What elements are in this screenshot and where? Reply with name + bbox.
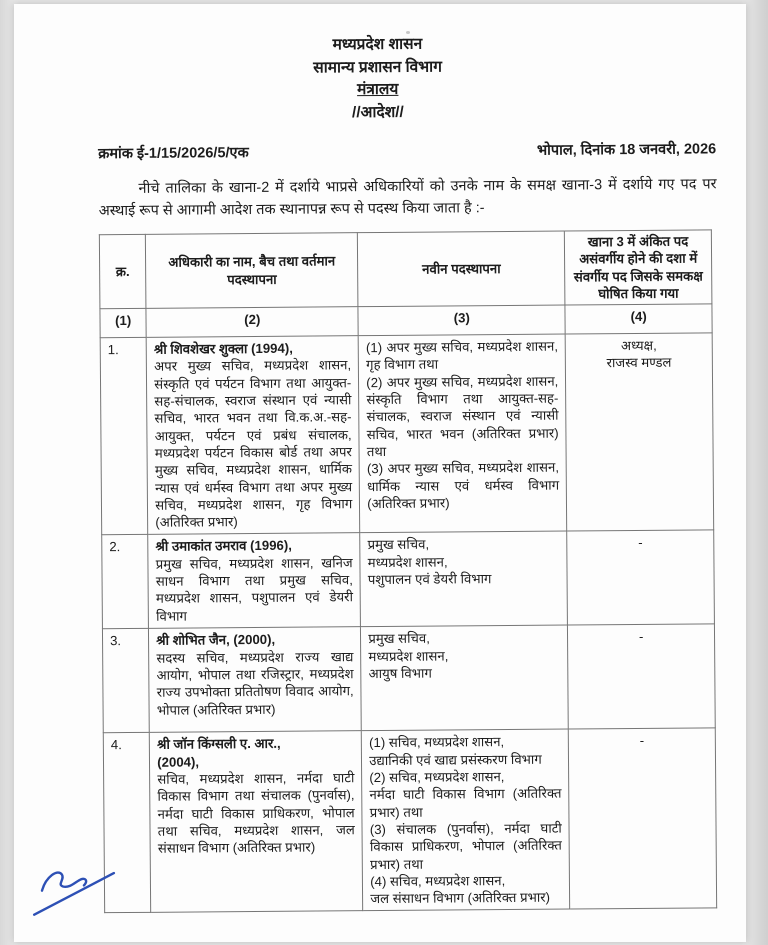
current-posting: सदस्य सचिव, मध्यप्रदेश राज्य खाद्य आयोग, भोपाल तथा रजिस्ट्रार, मध्यप्रदेश राज्य उपभोक्ता प्रतितोषण विवाद आयोग, भोपाल (अतिरिक्त प्रभार) [156, 648, 354, 718]
order-title: //आदेश// [351, 103, 404, 121]
officer-row-3 [102, 624, 715, 733]
signature-scribble [42, 872, 86, 890]
sno-cell: 3. [102, 629, 149, 733]
current-posting: प्रमुख सचिव, मध्यप्रदेश शासन, खनिज साधन विभाग तथा प्रमुख सचिव, मध्यप्रदेश शासन, पशुपालन एवं डेयरी विभाग [155, 554, 354, 624]
colnum-1: (1) [100, 309, 146, 338]
org-name-line: मध्यप्रदेश शासन [332, 35, 423, 54]
header-sno: क्र. [99, 234, 146, 309]
equivalent-post: अध्यक्ष, राजस्व मण्डल [565, 333, 713, 531]
officer-cell [149, 627, 362, 733]
header-new-posting: नवीन पदस्थापना [358, 231, 566, 307]
department-line: सामान्य प्रशासन विभाग [313, 58, 442, 77]
officer-cell [148, 533, 361, 629]
reference-row [98, 138, 716, 163]
equivalent-post: - [567, 530, 714, 625]
colnum-2: (2) [146, 307, 358, 338]
scanned-page [14, 4, 746, 942]
officer-row-2 [102, 530, 715, 629]
new-posting: प्रमुख सचिव, मध्यप्रदेश शासन, आयुष विभाग [361, 625, 569, 731]
officer-row-4 [103, 728, 716, 913]
reference-number: क्रमांक ई-1/15/2026/5/एक [98, 145, 249, 163]
sno-cell: 2. [102, 535, 149, 629]
officer-name: श्री शोभित जैन, (2000), [156, 632, 276, 649]
officer-name: श्री उमाकांत उमराव (1996), [155, 538, 292, 555]
intro-paragraph: नीचे तालिका के खाना-2 में दर्शाये भाप्रसे अधिकारियों को उनके नाम के समक्ष खाना-3 में दर्शाये गए पद पर अस्थाई रूप से आगामी आदेश तक स्थानापन्न रूप से पदस्थ किया जाता है :- [98, 176, 717, 220]
officer-row-1 [100, 333, 714, 535]
posting-table [99, 229, 717, 913]
equivalent-post: - [569, 728, 717, 909]
current-posting: सचिव, मध्यप्रदेश शासन, नर्मदा घाटी विकास विभाग तथा संचालक (पुनर्वास), नर्मदा घाटी विकास प्राधिकरण, भोपाल तथा सचिव, मध्यप्रदेश शासन, जल संसाधन विभाग (अतिरिक्त प्रभार) [157, 770, 355, 856]
colnum-3: (3) [358, 305, 565, 336]
ministry-line: मंत्रालय [356, 80, 399, 99]
sno-cell: 4. [103, 733, 151, 913]
document-header [11, 31, 744, 127]
signature-slash [34, 873, 114, 915]
header-officer-name: अधिकारी का नाम, बैच तथा वर्तमान पदस्थापना [146, 233, 359, 309]
current-posting: अपर मुख्य सचिव, मध्यप्रदेश शासन, संस्कृति एवं पर्यटन विभाग तथा आयुक्त-सह-संचालक, स्वराज संस्थान एवं न्यासी सचिव, भारत भवन तथा वि.क.अ.-सह-आयुक्त, पर्यटन एवं प्रबंध संचालक, मध्यप्रदेश पर्यटन विकास बोर्ड तथा अपर मुख्य सचिव, मध्यप्रदेश शासन, धार्मिक न्यास एवं धर्मस्व विभाग तथा अपर मुख्य सचिव, मध्यप्रदेश शासन, गृह विभाग (अतिरिक्त प्रभार) [154, 357, 353, 530]
officer-cell [146, 336, 360, 535]
signature-mark [26, 854, 131, 921]
new-posting: (1) सचिव, मध्यप्रदेश शासन, उद्यानिकी एवं खाद्य प्रसंस्करण विभाग (2) सचिव, मध्यप्रदेश शासन, नर्मदा घाटी विकास विभाग (अतिरिक्त प्रभार) तथा (3) संचालक (पुनर्वास), नर्मदा घाटी विकास प्राधिकरण, भोपाल (अतिरिक्त प्रभार) तथा (4) सचिव, मध्यप्रदेश शासन, जल संसाधन विभाग (अतिरिक्त प्रभार) [362, 729, 570, 911]
new-posting: (1) अपर मुख्य सचिव, मध्यप्रदेश शासन, गृह विभाग तथा (2) अपर मुख्य सचिव, मध्यप्रदेश शासन, संस्कृति विभाग तथा आयुक्त-सह-संचालक, स्वराज संस्थान एवं न्यासी सचिव, भारत भवन (अतिरिक्त प्रभार) तथा (3) अपर मुख्य सचिव, मध्यप्रदेश शासन, धार्मिक न्यास एवं धर्मस्व विभाग (अतिरिक्त प्रभार) [358, 334, 567, 533]
document-content [11, 1, 750, 945]
place-date: भोपाल, दिनांक 18 जनवरी, 2026 [536, 141, 717, 159]
header-equivalent-post: खाना 3 में अंकित पद असंवर्गीय होने की दशा में संवर्गीय पद जिसके समकक्ष घोषित किया गया [565, 230, 712, 305]
table-header-row [99, 230, 712, 309]
officer-name: श्री जॉन किंग्सली ए. आर., (2004), [157, 736, 281, 770]
officer-name: श्री शिवशेखर शुक्ला (1994), [153, 340, 293, 357]
new-posting: प्रमुख सचिव, मध्यप्रदेश शासन, पशुपालन एवं डेयरी विभाग [360, 531, 568, 627]
officer-cell [149, 731, 362, 913]
equivalent-post: - [568, 624, 716, 729]
sno-cell: 1. [100, 338, 148, 536]
colnum-4: (4) [565, 304, 712, 334]
